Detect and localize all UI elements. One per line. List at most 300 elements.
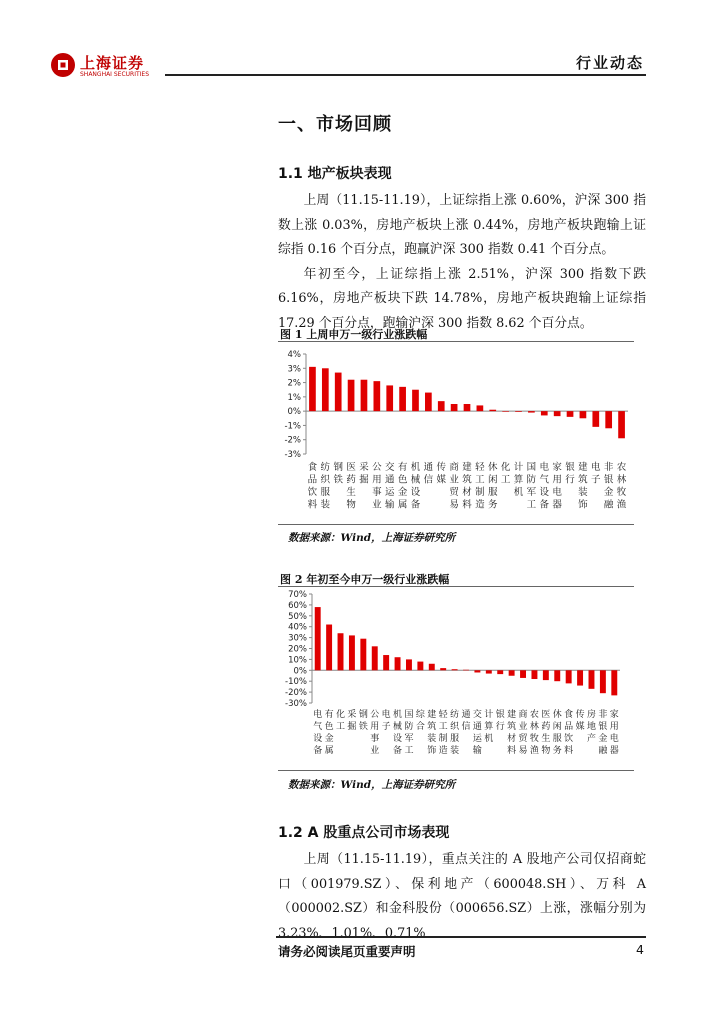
svg-text:食: 食 [564,710,574,720]
page-number: 4 [636,942,644,957]
svg-text:公: 公 [370,710,380,720]
svg-text:闲: 闲 [552,722,562,732]
bar [451,404,458,411]
bar [611,670,617,695]
svg-text:机: 机 [484,734,494,744]
bar [373,381,380,411]
bar [315,607,321,670]
y-tick-label: 40% [288,622,307,633]
svg-text:家: 家 [609,710,619,720]
svg-text:饰: 饰 [427,746,437,756]
svg-text:休: 休 [488,462,498,473]
svg-text:闲: 闲 [488,474,498,486]
bar [322,368,329,411]
x-tick-label [450,708,460,756]
svg-text:装: 装 [578,487,588,498]
svg-text:设: 设 [410,487,421,498]
bar [406,659,412,670]
svg-text:工: 工 [500,474,511,486]
logo-text-cn: 上海证券 [80,54,145,72]
x-tick-label [333,461,343,486]
y-tick-label: -30% [285,699,307,709]
bar [502,411,509,412]
x-tick-label [321,461,331,511]
svg-text:纺: 纺 [320,462,331,473]
svg-text:织: 织 [450,722,460,732]
svg-text:产: 产 [586,734,596,744]
svg-text:电: 电 [539,462,550,473]
x-tick-label [461,709,470,732]
x-tick-label [370,709,379,756]
bar [349,635,355,670]
y-tick-label: 0% [293,666,307,677]
svg-text:设: 设 [539,487,550,498]
svg-text:筑: 筑 [507,722,517,732]
logo-mark-icon [50,52,76,78]
svg-text:通: 通 [461,710,471,720]
svg-text:料: 料 [564,746,574,756]
svg-text:易: 易 [449,499,459,511]
svg-text:工: 工 [336,722,346,732]
svg-text:铁: 铁 [358,722,368,732]
svg-text:输: 输 [472,746,482,756]
svg-text:务: 务 [488,499,498,511]
svg-text:品: 品 [564,722,574,732]
x-tick-label [462,461,472,511]
x-tick-label [541,709,550,756]
figure-1-caption: 图 1 上周申万一级行业涨跌幅 [280,328,428,341]
bar [452,669,458,670]
svg-text:生: 生 [346,487,356,498]
svg-text:造: 造 [475,499,485,511]
svg-text:筑: 筑 [578,474,588,486]
x-tick-label [576,708,585,732]
svg-text:事: 事 [370,734,380,744]
svg-text:设: 设 [313,734,323,744]
svg-text:融: 融 [598,746,608,756]
bar [440,668,446,670]
svg-text:合: 合 [415,722,425,732]
svg-text:装: 装 [427,734,437,744]
bar [348,380,355,411]
svg-text:国: 国 [526,462,537,473]
svg-text:交: 交 [472,710,482,720]
svg-text:贸: 贸 [449,487,459,498]
x-tick-label [507,708,516,756]
svg-text:银: 银 [565,462,575,473]
svg-text:织: 织 [320,474,331,486]
bar [600,670,606,693]
svg-text:气: 气 [313,722,323,732]
svg-text:筑: 筑 [427,722,437,732]
x-tick-label [336,708,345,732]
x-tick-label [475,461,485,511]
svg-text:料: 料 [462,499,472,511]
bar [338,633,344,670]
svg-text:医: 医 [541,710,551,720]
bar [361,380,368,411]
paragraph: 年初至今，上证综指上涨 2.51%，沪深 300 指数下跌 6.16%，房地产板块下跌 14.78%，房地产板块跑输上证综指 17.29 个百分点，跑输沪深 300 指数 8.62 个百分点。 [278,266,646,331]
bar [580,411,587,418]
bar [497,670,503,674]
svg-text:料: 料 [307,499,318,511]
svg-text:国: 国 [404,710,414,720]
footer-disclaimer: 请务必阅读尾页重要声明 [278,944,416,959]
svg-text:融: 融 [603,499,614,511]
svg-text:输: 输 [384,499,395,511]
svg-text:用: 用 [372,474,382,486]
y-tick-label: 30% [288,633,307,644]
svg-text:工: 工 [438,722,448,732]
svg-text:材: 材 [507,734,517,744]
svg-text:行: 行 [565,474,575,486]
svg-text:采: 采 [347,710,357,720]
bar [566,670,572,683]
svg-text:运: 运 [472,734,482,744]
x-tick-label [411,461,421,511]
x-tick-label [393,708,402,756]
svg-text:计: 计 [513,462,524,473]
svg-text:子: 子 [381,722,391,732]
bar [383,655,389,670]
x-tick-label [604,461,614,511]
y-tick-label: 2% [287,378,301,389]
svg-text:医: 医 [346,462,356,473]
svg-text:农: 农 [529,710,539,720]
y-tick-label: 3% [287,364,301,375]
paragraph: 上周（11.15-11.19），重点关注的 A 股地产公司仅招商蛇口（001979.SZ）、保利地产（600048.SH）、万科 A（000002.SZ）和金科股份（000656.SZ）上涨，涨幅分别为 3.23%、1.01%、0.71% [278,852,646,941]
bar [425,393,432,412]
svg-text:金: 金 [324,734,334,744]
svg-text:器: 器 [609,746,619,756]
x-tick-label [424,462,434,486]
svg-text:器: 器 [552,499,562,511]
svg-text:牧: 牧 [616,487,627,498]
x-tick-label [404,709,413,756]
x-tick-label [359,461,369,486]
svg-text:掘: 掘 [359,474,369,486]
bar [386,385,393,411]
x-tick-label [398,461,408,511]
subsection-1-body [278,189,646,336]
svg-text:装: 装 [320,499,331,511]
svg-text:药: 药 [346,474,356,486]
svg-text:金: 金 [603,487,614,498]
x-tick-label [346,462,356,511]
svg-text:物: 物 [346,499,356,511]
svg-text:备: 备 [539,499,550,511]
bar [429,664,435,671]
svg-text:化: 化 [336,710,346,720]
svg-text:媒: 媒 [575,722,585,732]
bar [417,662,423,671]
y-tick-label: 0% [287,407,301,418]
svg-text:务: 务 [552,746,562,756]
svg-text:用: 用 [609,722,619,732]
x-tick-label [501,461,511,486]
bar [605,411,612,428]
svg-text:通: 通 [384,474,395,486]
bar [335,373,342,412]
svg-text:电: 电 [381,710,391,720]
svg-text:纺: 纺 [450,710,460,720]
y-tick-label: -2% [284,435,301,446]
x-tick-label [514,461,524,498]
svg-text:防: 防 [404,722,414,732]
svg-text:工: 工 [475,474,485,486]
svg-text:传: 传 [436,462,446,473]
figure-2-source: 数据来源：Wind，上海证券研究所 [288,779,456,791]
svg-text:交: 交 [384,462,395,473]
svg-text:家: 家 [552,462,562,473]
x-tick-label [488,461,498,511]
svg-text:料: 料 [507,746,517,756]
bar [554,411,561,416]
header-divider [165,74,646,76]
svg-text:物: 物 [541,746,551,756]
y-tick-label: 1% [287,392,301,403]
svg-text:算: 算 [484,722,494,732]
svg-text:农: 农 [616,462,627,473]
svg-text:设: 设 [393,734,403,744]
x-tick-label [359,708,368,732]
svg-text:易: 易 [518,746,528,756]
svg-text:建: 建 [427,710,437,720]
bar [577,670,583,685]
svg-text:非: 非 [603,462,614,473]
x-tick-label [308,461,318,511]
subsection-title-1: 1.1 地产板块表现 [278,166,392,182]
svg-text:用: 用 [370,722,380,732]
svg-text:铁: 铁 [333,474,343,486]
svg-text:渔: 渔 [616,499,627,511]
x-tick-label [496,708,505,732]
svg-text:机: 机 [513,487,524,498]
figure-1-bottom-rule [278,524,634,525]
svg-text:筑: 筑 [462,474,472,486]
x-tick-label [565,461,575,486]
svg-text:气: 气 [539,474,550,486]
svg-text:生: 生 [541,734,551,744]
svg-text:制: 制 [438,734,448,744]
bar [520,670,526,678]
svg-text:信: 信 [461,722,471,732]
x-tick-label [313,708,322,756]
svg-text:机: 机 [410,462,421,473]
y-tick-label: 4% [287,350,301,360]
bar [509,670,515,675]
bar [618,411,625,438]
bar [554,670,560,681]
svg-text:电: 电 [609,734,619,744]
svg-text:饮: 饮 [307,487,318,498]
y-tick-label: 70% [288,590,307,600]
svg-text:非: 非 [598,710,608,720]
svg-text:传: 传 [575,710,585,720]
svg-text:属: 属 [397,499,408,511]
svg-text:商: 商 [449,462,459,473]
svg-text:械: 械 [410,474,421,486]
svg-text:机: 机 [393,710,403,720]
x-tick-label [591,461,601,486]
svg-text:备: 备 [410,499,421,511]
y-tick-label: -3% [284,450,301,460]
svg-text:电: 电 [313,710,323,720]
svg-text:有: 有 [324,710,334,720]
x-tick-label [347,708,356,732]
svg-text:材: 材 [462,487,472,498]
footer-divider [276,936,646,938]
figure-2-bottom-rule [278,770,634,771]
subsection-2-body [278,848,646,946]
x-tick-label [484,708,493,744]
svg-text:金: 金 [598,734,608,744]
svg-text:服: 服 [552,734,562,744]
figure-2-top-rule [278,586,634,587]
subsection-title-2: 1.2 A 股重点公司市场表现 [278,825,450,841]
x-tick-label [416,708,426,732]
svg-text:药: 药 [541,722,551,732]
bar [309,367,316,411]
svg-text:属: 属 [324,746,334,756]
figure-2-chart [278,588,634,768]
svg-text:建: 建 [462,462,472,473]
svg-text:行: 行 [495,722,505,732]
company-logo [50,50,160,84]
svg-text:建: 建 [578,462,588,473]
svg-text:媒: 媒 [436,474,446,486]
x-tick-label [598,708,608,756]
bar [567,411,574,417]
y-tick-label: 50% [288,611,307,622]
svg-text:服: 服 [450,734,460,744]
svg-text:钢: 钢 [358,710,368,720]
svg-text:备: 备 [313,746,323,756]
svg-text:食: 食 [307,462,318,473]
svg-text:计: 计 [484,710,494,720]
svg-text:业: 业 [370,746,380,756]
svg-text:电: 电 [552,487,562,498]
bar [474,670,480,672]
bar [372,646,378,670]
figure-1-top-rule [278,341,634,342]
svg-text:银: 银 [603,474,614,486]
svg-text:防: 防 [526,474,537,486]
svg-text:业: 业 [518,722,528,732]
svg-text:军: 军 [404,734,414,744]
svg-text:采: 采 [359,462,369,473]
svg-text:林: 林 [616,474,627,486]
x-tick-label [372,462,382,511]
x-tick-label [527,462,537,511]
svg-text:色: 色 [397,474,408,486]
svg-text:通: 通 [472,722,482,732]
svg-text:业: 业 [372,499,382,511]
y-tick-label: 60% [288,600,307,611]
bar [464,404,471,411]
svg-text:军: 军 [526,487,537,498]
y-tick-label: -10% [285,677,307,688]
x-tick-label [436,461,446,486]
bar [531,670,537,679]
x-tick-label [449,461,459,511]
bar [486,670,492,673]
bar [592,411,599,427]
bar [399,387,406,411]
svg-text:牧: 牧 [529,734,539,744]
document-type-label: 行业动态 [575,54,644,72]
figure-1-chart [278,344,634,524]
svg-text:用: 用 [552,474,562,486]
svg-text:商: 商 [518,710,528,720]
svg-text:运: 运 [384,487,395,498]
bar [412,390,419,411]
bar [528,411,535,412]
svg-text:轻: 轻 [438,710,448,720]
svg-text:装: 装 [450,746,460,756]
bar [543,670,549,680]
svg-text:工: 工 [404,746,414,756]
x-tick-label [552,461,562,511]
svg-text:备: 备 [393,746,403,756]
svg-text:公: 公 [372,462,382,473]
svg-text:综: 综 [415,710,425,720]
x-tick-label [439,708,449,756]
svg-text:服: 服 [488,487,498,498]
bar [326,625,332,671]
bar [477,405,484,411]
svg-text:饮: 饮 [564,734,574,744]
x-tick-label [540,461,550,511]
figure-2-caption: 图 2 年初至今申万一级行业涨跌幅 [280,573,450,586]
x-tick-label [325,708,334,756]
x-tick-label [382,708,391,732]
svg-text:造: 造 [438,746,448,756]
y-tick-label: 20% [288,644,307,655]
y-tick-label: -1% [284,421,301,432]
svg-text:轻: 轻 [475,462,485,473]
x-tick-label [553,708,562,756]
svg-text:子: 子 [591,474,601,486]
svg-text:休: 休 [552,710,562,720]
svg-text:有: 有 [397,462,408,473]
bar [438,401,445,411]
svg-text:服: 服 [320,487,331,498]
svg-text:算: 算 [513,474,524,486]
svg-text:工: 工 [526,499,537,511]
svg-text:房: 房 [586,710,596,720]
y-tick-label: -20% [285,688,307,699]
x-tick-label [473,708,483,756]
y-tick-label: 10% [288,655,307,666]
svg-text:钢: 钢 [333,462,343,473]
svg-text:电: 电 [591,462,601,473]
x-tick-label [587,708,596,744]
svg-text:制: 制 [475,487,485,498]
section-title: 一、市场回顾 [278,114,392,135]
svg-text:银: 银 [598,722,608,732]
svg-text:通: 通 [423,462,434,473]
svg-text:银: 银 [495,710,505,720]
x-tick-label [578,461,588,511]
svg-text:业: 业 [449,474,459,486]
logo-text-en: SHANGHAI SECURITIES [80,71,150,78]
svg-text:贸: 贸 [518,734,528,744]
svg-text:金: 金 [397,487,408,498]
bar [515,411,522,412]
bar [541,411,548,415]
x-tick-label [564,708,573,756]
